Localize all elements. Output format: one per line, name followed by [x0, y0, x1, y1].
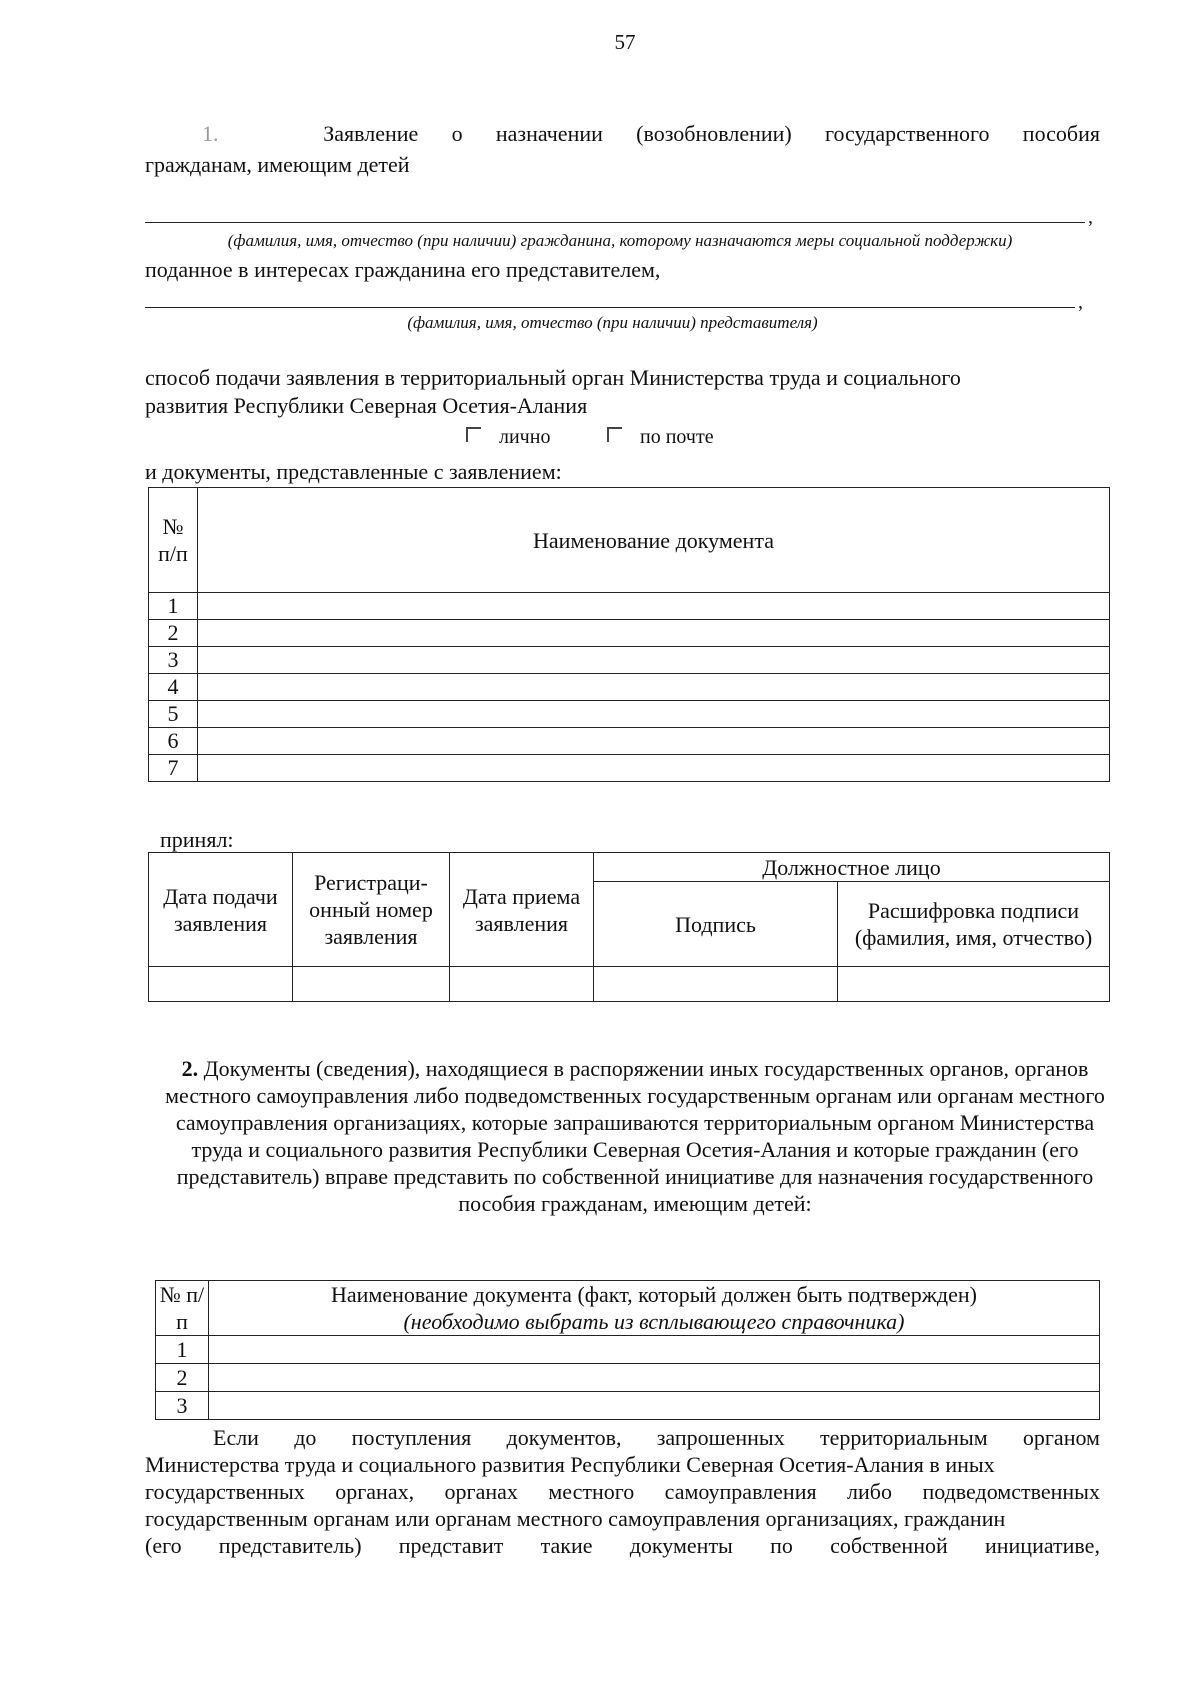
doc-name-cell[interactable]: [198, 755, 1110, 782]
date-accept-cell[interactable]: [450, 967, 594, 1002]
title-word: государственного: [825, 121, 990, 146]
doc-name-cell[interactable]: [198, 701, 1110, 728]
table-row: [149, 967, 1110, 1002]
section2-body: Документы (сведения), находящиеся в распоряжении иных государственных органов, органов местного самоуправления либо подведомственных государственным органам или органам местного самоуправления организациях, которые запрашиваются территориальным органом Министерства труда и социального развития Республики Северная Осетия-Алания и которые гражданин (его представитель) вправе представить по собственной инициативе для назначения государственного пособия гражданам, имеющим детей:: [165, 1056, 1105, 1216]
col-reg-number: Регистраци- онный номер заявления: [293, 853, 450, 967]
col-num-header: № п/п: [156, 1281, 209, 1336]
word: представитель): [218, 1533, 362, 1558]
reg-number-cell[interactable]: [293, 967, 450, 1002]
row-num: 1: [149, 593, 198, 620]
col-name-title: Наименование документа (факт, который должен быть подтвержден): [331, 1282, 977, 1307]
word: подведомственных: [922, 1479, 1100, 1504]
representative-name-field[interactable]: [145, 307, 1075, 308]
documents-table: [148, 487, 1110, 782]
word: представит: [398, 1533, 504, 1558]
word: самоуправления: [664, 1479, 817, 1504]
table-row: [149, 593, 1110, 620]
citizen-name-field[interactable]: [145, 222, 1085, 223]
doc-select-cell[interactable]: [209, 1364, 1100, 1392]
accepted-label: принял:: [160, 827, 234, 852]
comma: ,: [1088, 206, 1093, 228]
page-number: 57: [614, 30, 636, 54]
table-row: [149, 755, 1110, 782]
title-word: (возобновлении): [636, 121, 792, 146]
closing-line: [145, 1478, 1100, 1505]
method-text-1: способ подачи заявления в территориальный орган Министерства труда и социального: [145, 365, 961, 390]
table-row: [149, 701, 1110, 728]
col-date-accept: Дата приема заявления: [450, 853, 594, 967]
doc-name-cell[interactable]: [198, 593, 1110, 620]
checkbox-icon[interactable]: [466, 427, 481, 442]
closing-line: Министерства труда и социального развития Республики Северная Осетия-Алания в иных: [145, 1452, 995, 1477]
acceptance-table: [148, 852, 1110, 1002]
title-word: Заявление: [323, 121, 419, 146]
method-text-2: развития Республики Северная Осетия-Алания: [145, 393, 588, 418]
citizen-caption: (фамилия, имя, отчество (при наличии) гражданина, которому назначаются меры социальной поддержки): [227, 231, 1013, 250]
title-word: пособия: [1022, 121, 1100, 146]
word: запрошенных: [656, 1425, 785, 1450]
table-header: [149, 853, 1110, 882]
comma: ,: [1078, 291, 1083, 313]
col-signature: Подпись: [594, 882, 838, 967]
table-row: [149, 620, 1110, 647]
option-personal-label: лично: [499, 426, 551, 448]
table-row: [149, 647, 1110, 674]
option-personal[interactable]: [466, 426, 550, 449]
section1-title: [145, 118, 1100, 180]
col-name-header: [209, 1281, 1100, 1336]
closing-line: [145, 1532, 1100, 1559]
row-num: 4: [149, 674, 198, 701]
row-num: 6: [149, 728, 198, 755]
signature-cell[interactable]: [594, 967, 838, 1002]
col-name-hint: (необходимо выбрать из всплывающего справочника): [403, 1309, 905, 1334]
doc-name-cell[interactable]: [198, 674, 1110, 701]
closing-line: [145, 1424, 1100, 1451]
doc-select-cell[interactable]: [209, 1392, 1100, 1420]
col-num-header: № п/п: [149, 488, 198, 593]
section1-title-line1: [145, 118, 1100, 149]
word: такие: [540, 1533, 593, 1558]
doc-select-cell[interactable]: [209, 1336, 1100, 1364]
section2-number: 2.: [181, 1056, 199, 1081]
title-word: о: [451, 121, 463, 146]
row-num: 2: [156, 1364, 209, 1392]
word: собственной: [830, 1533, 948, 1558]
title-word: назначении: [495, 121, 603, 146]
word: территориальным: [819, 1425, 988, 1450]
section1-title-line2: гражданам, имеющим детей: [145, 152, 410, 177]
word: либо: [847, 1479, 892, 1504]
word: документов,: [506, 1425, 622, 1450]
table-row: [156, 1392, 1100, 1420]
documents-table-2: [155, 1280, 1100, 1420]
col-name-header: Наименование документа: [198, 488, 1110, 593]
row-num: 5: [149, 701, 198, 728]
documents-intro: и документы, представленные с заявлением:: [145, 459, 562, 484]
word: документы: [629, 1533, 733, 1558]
word: органах: [444, 1479, 518, 1504]
representative-caption: (фамилия, имя, отчество (при наличии) представителя): [407, 313, 818, 332]
col-official: Должностное лицо: [594, 853, 1110, 882]
closing-paragraph: [145, 1424, 1100, 1559]
col-decoding: Расшифровка подписи (фамилия, имя, отчество): [838, 882, 1110, 967]
table-header: [156, 1281, 1100, 1336]
option-mail[interactable]: [607, 426, 714, 449]
section1-number: 1.: [202, 121, 219, 146]
row-num: 1: [156, 1336, 209, 1364]
decoding-cell[interactable]: [838, 967, 1110, 1002]
table-header: [149, 488, 1110, 593]
option-mail-label: по почте: [640, 426, 714, 448]
row-num: 3: [149, 647, 198, 674]
doc-name-cell[interactable]: [198, 620, 1110, 647]
row-num: 2: [149, 620, 198, 647]
word: по: [770, 1533, 793, 1558]
word: органом: [1022, 1425, 1100, 1450]
row-num: 7: [149, 755, 198, 782]
word: органах,: [335, 1479, 415, 1504]
word: государственных: [145, 1479, 305, 1504]
row-num: 3: [156, 1392, 209, 1420]
table-row: [156, 1364, 1100, 1392]
table-row: [156, 1336, 1100, 1364]
checkbox-icon[interactable]: [607, 427, 622, 442]
table-row: [149, 674, 1110, 701]
closing-line: государственным органам или органам местного самоуправления организациях, гражданин: [145, 1506, 1006, 1531]
section2-text: [155, 1055, 1115, 1217]
doc-name-cell[interactable]: [198, 647, 1110, 674]
date-submit-cell[interactable]: [149, 967, 293, 1002]
representative-text: поданное в интересах гражданина его представителем,: [145, 257, 661, 282]
word: (его: [145, 1533, 182, 1558]
col-date-submit: Дата подачи заявления: [149, 853, 293, 967]
doc-name-cell[interactable]: [198, 728, 1110, 755]
table-row: [149, 728, 1110, 755]
word: до: [294, 1425, 317, 1450]
word: местного: [548, 1479, 635, 1504]
word: Если: [213, 1425, 259, 1450]
word: инициативе,: [984, 1533, 1100, 1558]
word: поступления: [351, 1425, 472, 1450]
